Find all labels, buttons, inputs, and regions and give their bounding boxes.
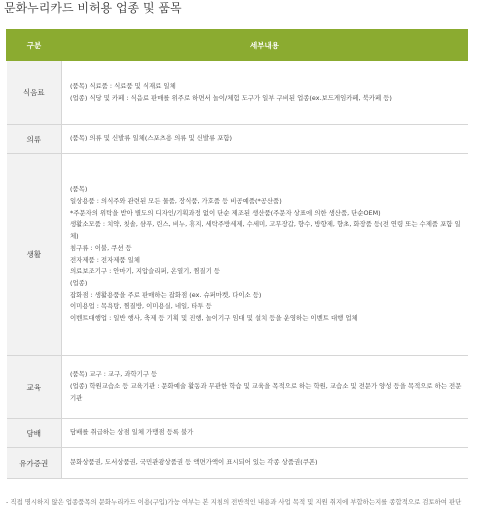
detail-line: 문화상품권, 도서상품권, 국민관광상품권 등 액면가액이 표시되어 있는 각종 상품권(쿠폰) (70, 458, 318, 467)
table-row-food (7, 61, 468, 125)
row-category: 유가증권 (7, 448, 62, 479)
footnote: - 직접 명시하지 않은 업종품목의 문화누리카드 이용(구입)가능 여부는 본 지침의 전반적인 내용과 사업 목적 및 지원 취지에 부합하는지를 종합적으로 검토하여 판단 (6, 498, 462, 506)
detail-line: (업종) 학원교습소 등 교육기관 : 문화예술 활동과 무관한 학습 및 교육을 목적으로 하는 학원, 교습소 및 전문가 양성 등을 목적으로 하는 전문기관 (70, 382, 462, 402)
detail-line: 일상용품 : 의식주와 관련된 모든 물품, 장식품, 가호품 등 비공예품(*공산품) (70, 196, 282, 205)
row-category: 교육 (7, 356, 62, 419)
row-category: 식음료 (7, 61, 62, 125)
restriction-table (6, 29, 468, 479)
detail-line: (품목) 교구 : 교구, 과학기구 등 (70, 370, 158, 379)
detail-line: (품목) 식료품 : 식료품 및 식재료 일체 (70, 81, 176, 90)
row-details (62, 61, 468, 125)
table-row-tobacco (7, 419, 468, 448)
header-details: 세부내용 (62, 30, 468, 61)
detail-line: (업종) 식당 및 카페 : 식음료 판매를 위주로 하면서 놀이/체험 도구가 일부 구비된 업종(ex.보드게임카페, 북카페 등) (70, 93, 392, 102)
detail-line: 이벤트대행업 : 일반 행사, 축제 등 기획 및 진행, 놀이기구 임대 및 설치 등을 운영하는 이벤트 대행 업체 (70, 314, 358, 323)
detail-line: (품목) 의류 및 신발류 일체(스포츠용 의류 및 신발류 포함) (70, 134, 233, 143)
detail-line: (품목) (70, 185, 88, 194)
row-details (62, 154, 468, 356)
table-row-securities (7, 448, 468, 479)
table-header-row (7, 30, 468, 61)
detail-line: 전자제품 : 전자제품 일체 (70, 255, 140, 264)
row-details (62, 448, 468, 479)
detail-line: 이미용업 : 목욕탕, 찜질방, 이미용실, 네일, 타투 등 (70, 302, 212, 311)
detail-line: (업종) (70, 278, 88, 287)
detail-line: *주문자의 위탁을 받아 별도의 디자인/기획과정 없이 단순 제조된 생산품(주문자 상표에 의한 생산품, 단순OEM) (70, 208, 381, 217)
table-row-living (7, 154, 468, 356)
row-category: 생활 (7, 154, 62, 356)
row-category: 의류 (7, 125, 62, 154)
row-details (62, 356, 468, 419)
table-row-education (7, 356, 468, 419)
page-title: 문화누리카드 비허용 업종 및 품목 (4, 1, 182, 15)
detail-line: 침구류 : 이불, 쿠션 등 (70, 243, 132, 252)
table-row-clothing (7, 125, 468, 154)
detail-line: 생활소모품 : 치약, 칫솔, 샴푸, 린스, 비누, 휴지, 세탁주방세제, 수세미, 고무장갑, 향수, 방향제, 향초, 화장품 등(전 연령 또는 수제품 포함 일체) (70, 220, 461, 241)
detail-line: 의료보조기구 : 안마기, 지압슬리퍼, 온열기, 찜질기 등 (70, 267, 221, 276)
detail-line: 잡화점 : 생활용품을 주로 판매하는 잡화점 (ex. 슈퍼마켓, 다이소 등) (70, 290, 262, 299)
header-category: 구분 (7, 30, 62, 61)
detail-line: 담배를 취급하는 상점 일체 가맹점 등록 불가 (70, 428, 194, 437)
row-details (62, 419, 468, 448)
row-category: 담배 (7, 419, 62, 448)
row-details (62, 125, 468, 154)
